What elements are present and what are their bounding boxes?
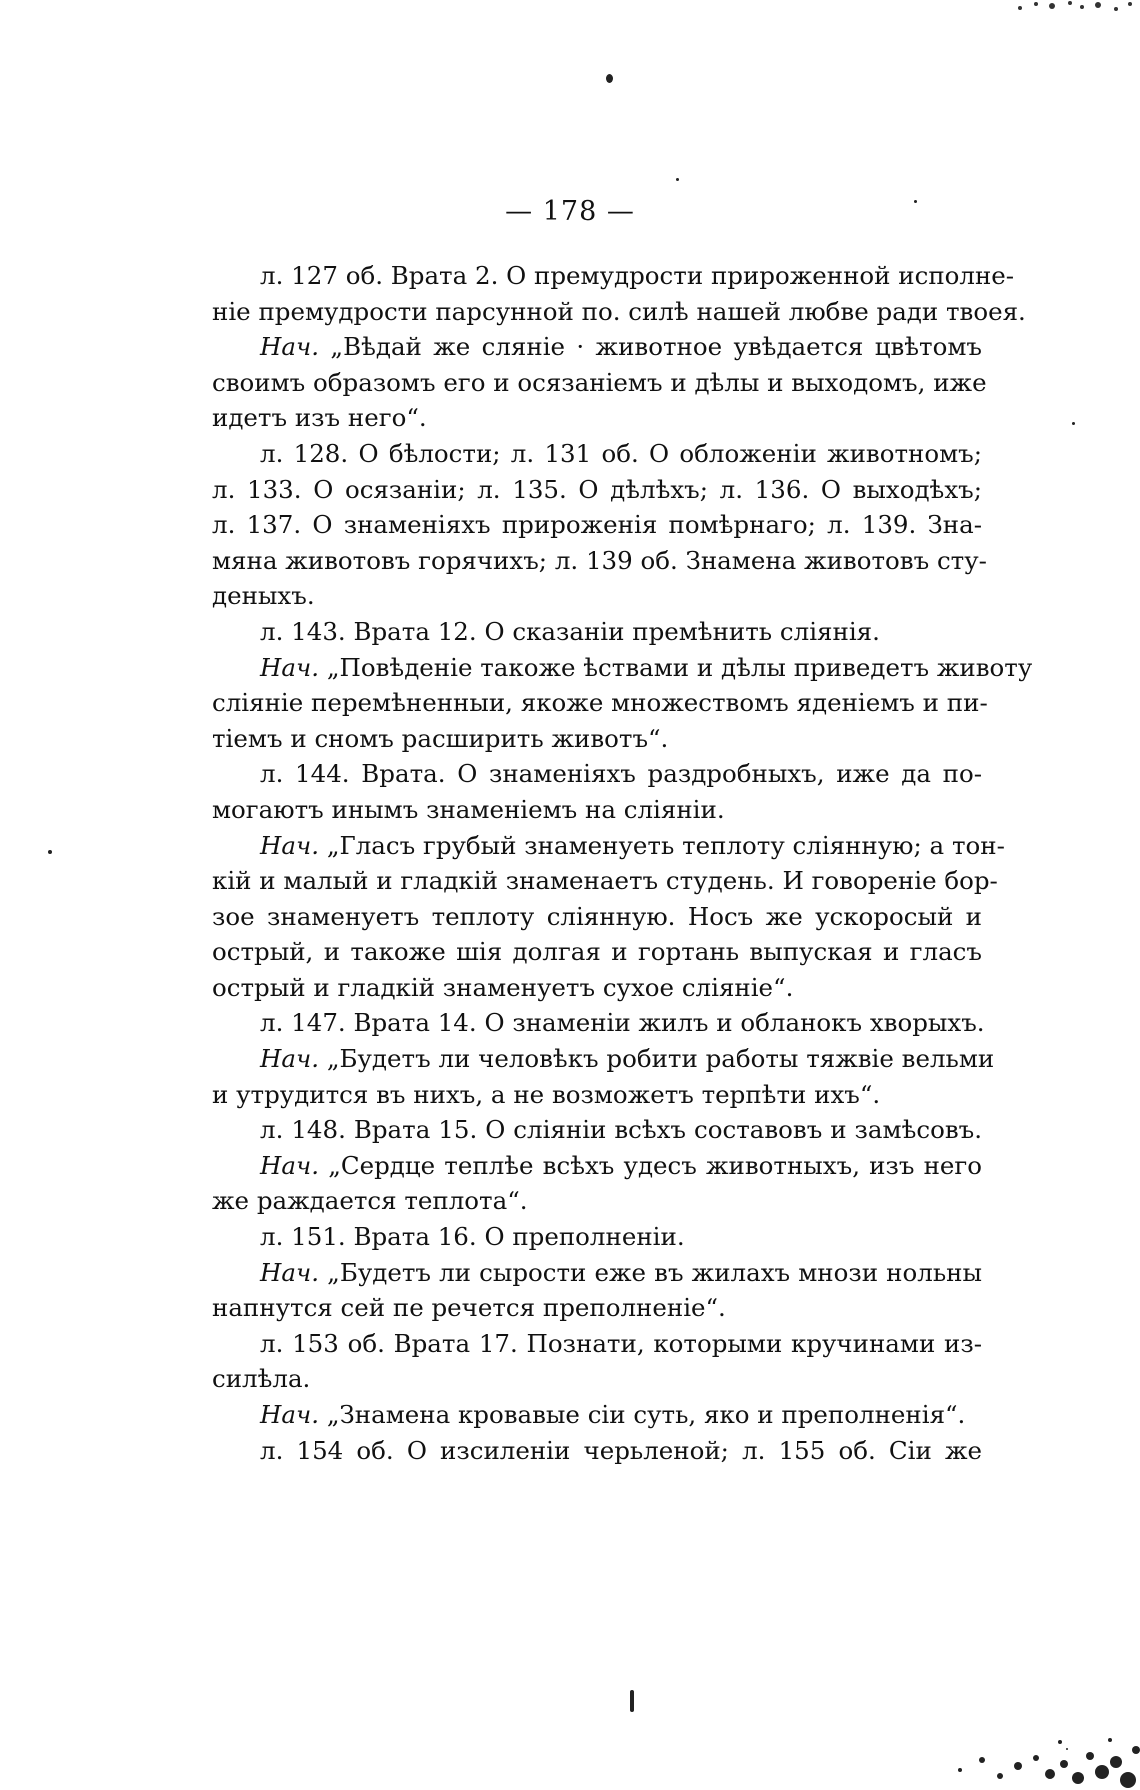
- text-line: и утрудится въ нихъ, а не возможетъ терпѣти ихъ“.: [212, 1079, 881, 1109]
- text-line: идетъ изъ него“.: [212, 403, 427, 433]
- nach-label: Нач.: [260, 652, 320, 682]
- scan-speck: [1072, 422, 1075, 425]
- scan-speck: [914, 200, 917, 203]
- text-line: силѣла.: [212, 1364, 311, 1394]
- text-line: л. 151. Врата 16. О преполненiи.: [260, 1222, 685, 1252]
- text-line: острый и гладкiй знаменуетъ сухое слiянiе“.: [212, 972, 794, 1002]
- text-line: [212, 650, 1033, 686]
- text-line: [212, 1397, 982, 1433]
- text-line: же раждается теплота“.: [212, 1186, 528, 1216]
- text-line: слiянiе перемѣненныи, якоже множествомъ яденiемъ и пи-: [212, 688, 988, 718]
- text-line: деныхъ.: [212, 581, 315, 611]
- document-body: [212, 258, 1033, 1468]
- text-line: л. 137. О знаменiяхъ прироженiя помѣрнаго; л. 139. Зна-: [212, 510, 982, 540]
- text-line: л. 153 об. Врата 17. Познати, которыми кручинами из-: [260, 1328, 982, 1358]
- nach-label: Нач.: [260, 1257, 320, 1287]
- text-line: ніе премудрости парсунной по. силѣ нашей любве ради твоея.: [212, 296, 1026, 326]
- scan-edge-noise: [1000, 0, 1140, 40]
- text-line: кiй и малый и гладкiй знаменаетъ студень. И говоренiе бор-: [212, 866, 998, 896]
- scan-speck: [606, 74, 613, 83]
- nach-label: Нач.: [260, 1150, 320, 1180]
- text-line: л. 154 об. О изсиленiи черьленой; л. 155 об. Сiи же: [260, 1435, 982, 1465]
- text-line: [212, 828, 1005, 864]
- scan-speck: [630, 1690, 634, 1712]
- text-line-content: „Повѣденiе такоже ѣствами и дѣлы приведетъ животу: [326, 652, 1033, 682]
- text-line: [212, 1148, 982, 1184]
- scan-speck: [48, 850, 52, 854]
- text-line: [212, 1041, 995, 1077]
- text-line: л. 147. Врата 14. О знаменiи жилъ и обланокъ хворыхъ.: [260, 1008, 985, 1038]
- text-line: л. 128. О бѣлости; л. 131 об. О обложенiи животномъ;: [260, 438, 982, 468]
- nach-label: Нач.: [260, 332, 320, 362]
- text-line: острый, и такоже шiя долгая и гортань выпуская и гласъ: [212, 937, 982, 967]
- text-line-content: „Гласъ грубый знаменуеть теплоту слiянную; а тон-: [326, 830, 1005, 860]
- text-line: л. 143. Врата 12. О сказанiи премѣнить слiянiя.: [260, 616, 880, 646]
- text-line-content: „Будетъ ли сырости еже въ жилахъ мнози нольны: [327, 1257, 982, 1287]
- text-line-content: „Будетъ ли человѣкъ робити работы тяжвiе вельми: [326, 1044, 995, 1074]
- scan-corner-noise: [940, 1690, 1140, 1790]
- text-line: л. 144. Врата. О знаменiяхъ раздробныхъ, иже да по-: [260, 759, 982, 789]
- nach-label: Нач.: [260, 1044, 320, 1074]
- text-line: напнутся сей пе речется преполненiе“.: [212, 1293, 726, 1323]
- text-line: тiемъ и сномъ расширить животъ“.: [212, 723, 669, 753]
- text-line-content: „Сердце теплѣе всѣхъ удесъ животныхъ, изъ него: [328, 1150, 983, 1180]
- page-number: — 178 —: [505, 196, 635, 227]
- nach-label: Нач.: [260, 1400, 320, 1429]
- text-line: [212, 1255, 982, 1291]
- text-line: мяна животовъ горячихъ; л. 139 об. Знамена животовъ сту-: [212, 545, 987, 575]
- text-line-content: „Вѣдай же слянiе · животное увѣдается цвѣтомъ: [330, 332, 983, 362]
- text-line: своимъ образомъ его и осязанiемъ и дѣлы и выходомъ, иже: [212, 367, 987, 397]
- text-line: л. 133. О осязанiи; л. 135. О дѣлѣхъ; л. 136. О выходѣхъ;: [212, 474, 982, 504]
- text-line: могаютъ инымъ знаменiемъ на слiянiи.: [212, 794, 725, 824]
- text-line: зое знаменуетъ теплоту слiянную. Носъ же ускоросый и: [212, 901, 982, 931]
- scan-speck: [676, 178, 679, 181]
- nach-label: Нач.: [260, 830, 320, 860]
- text-line-content: „Знамена кровавые сiи суть, яко и преполненiя“.: [326, 1400, 966, 1429]
- text-line: л. 127 об. Врата 2. О премудрости прироженной исполне-: [260, 261, 1015, 290]
- text-line: л. 148. Врата 15. О слiянiи всѣхъ составовъ и замѣсовъ.: [260, 1115, 982, 1145]
- text-line: [212, 329, 982, 365]
